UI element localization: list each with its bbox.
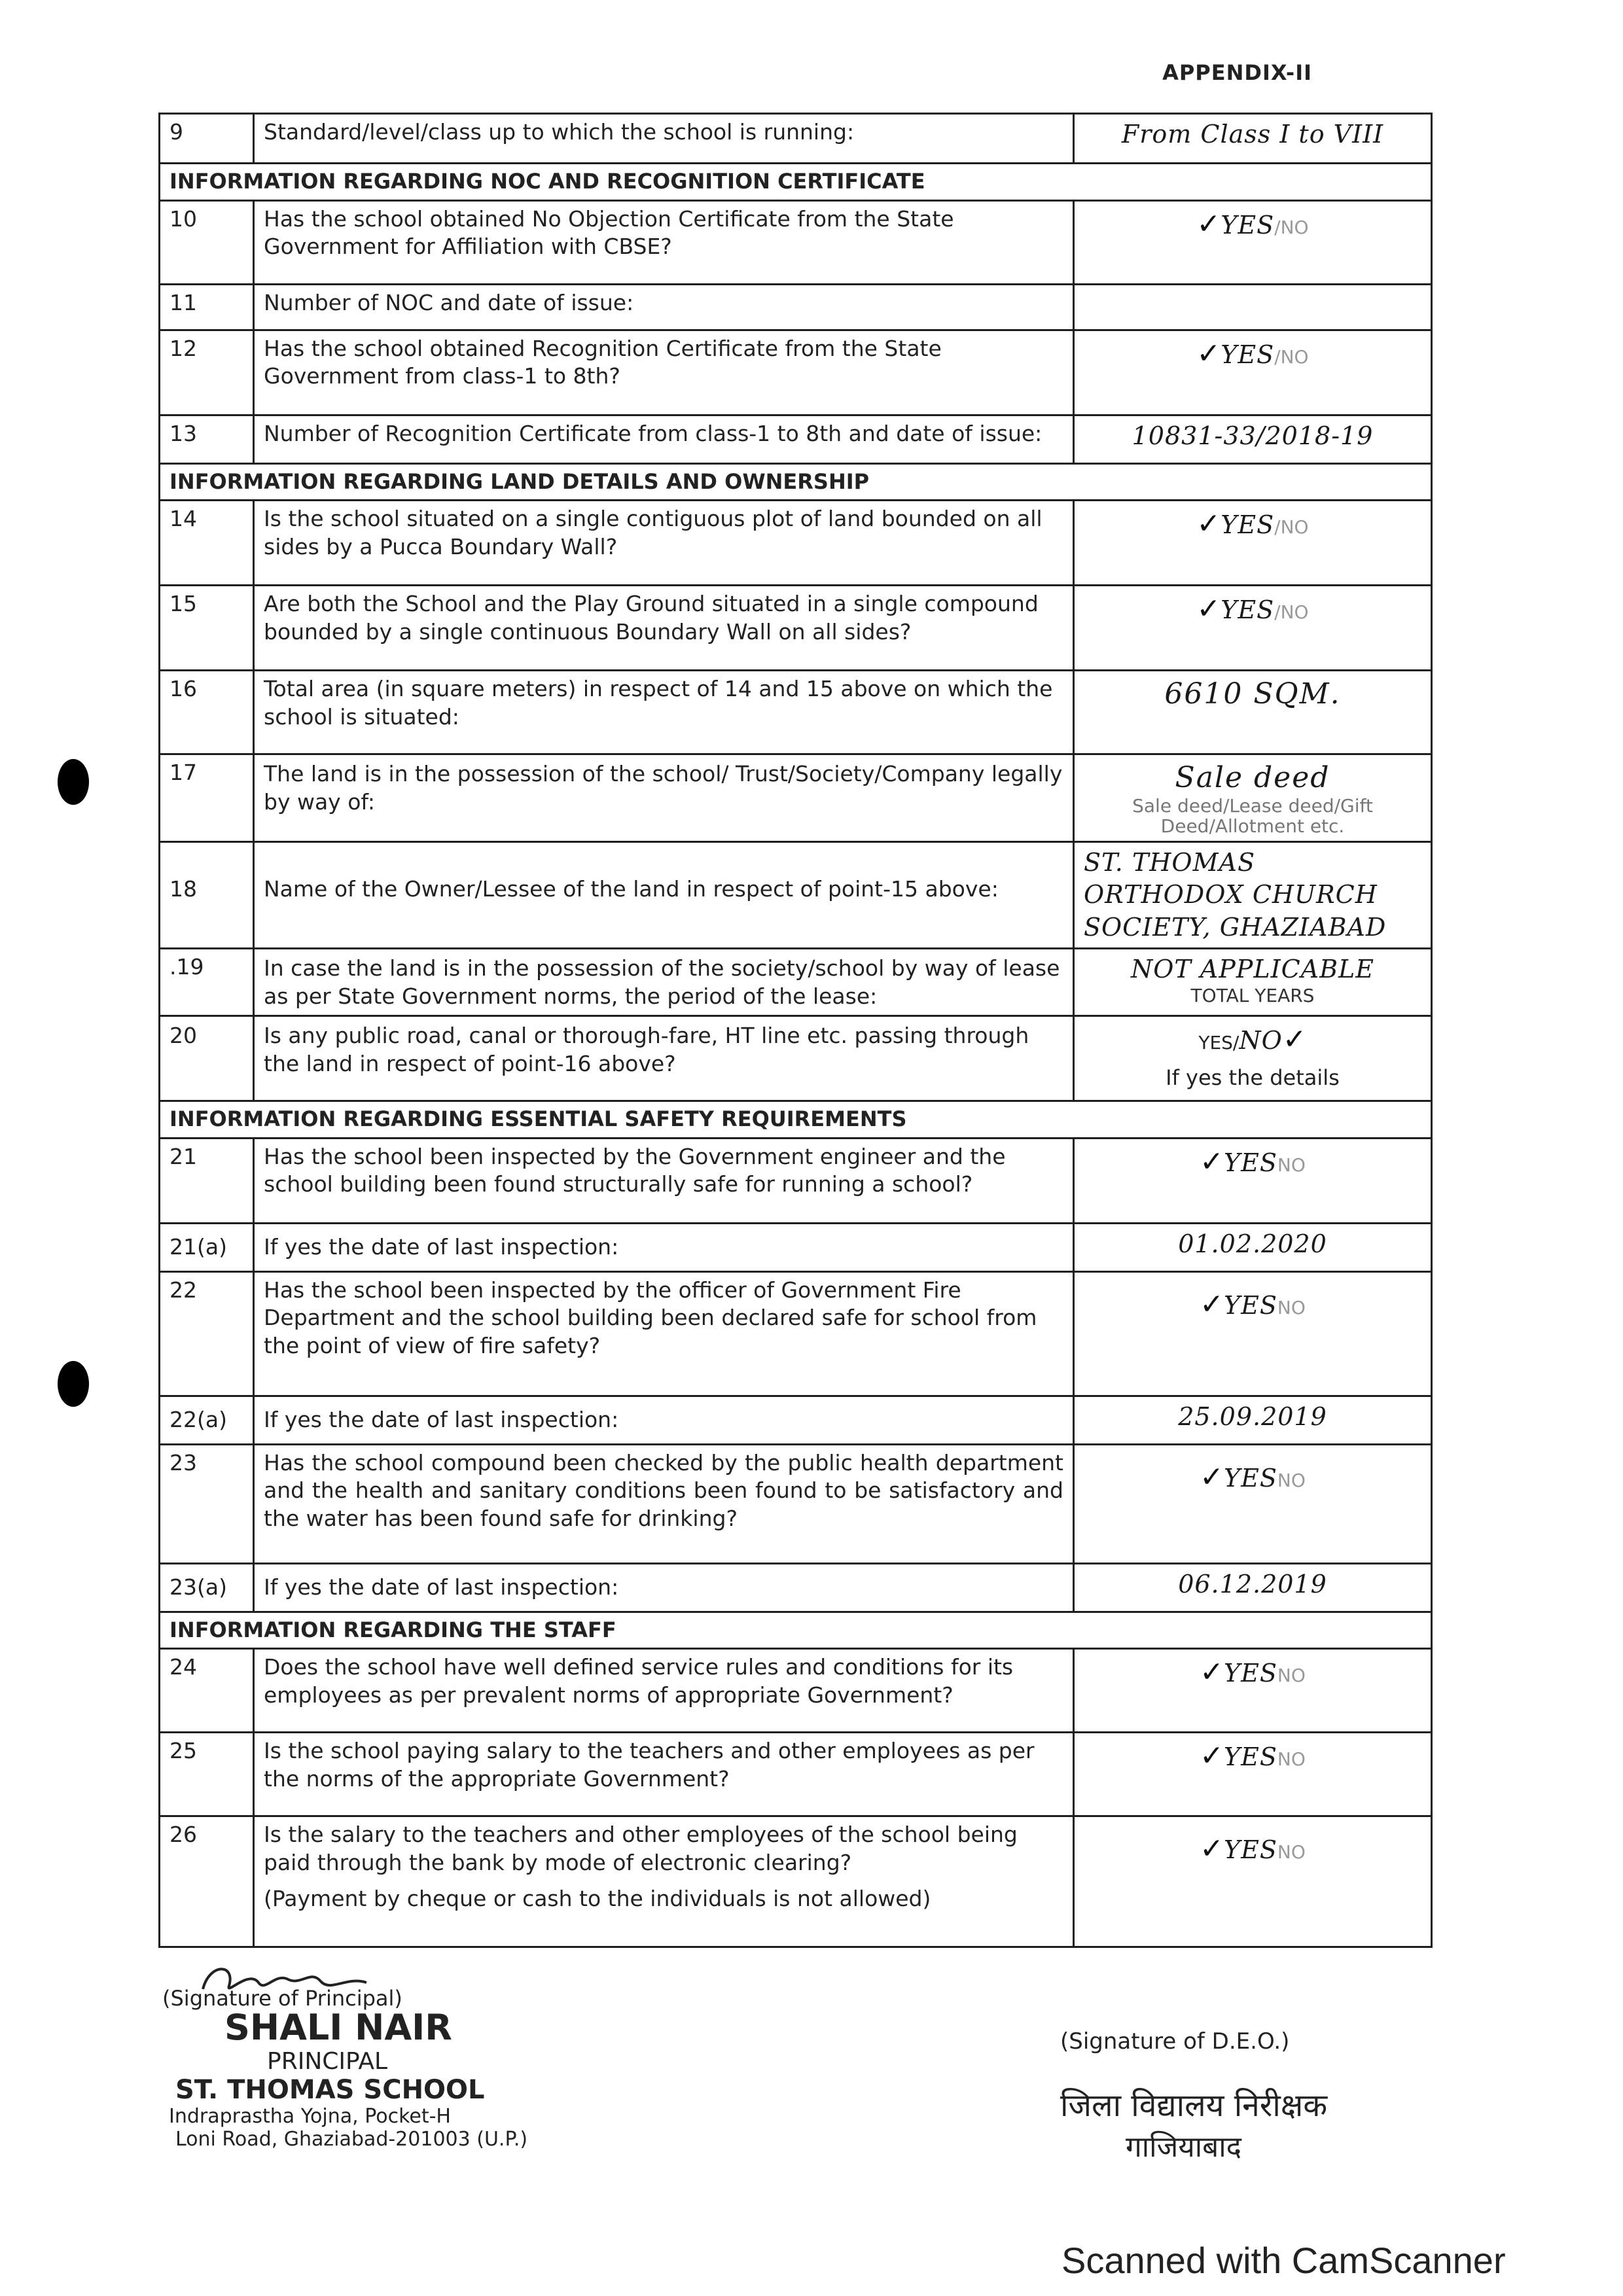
table-row: [160, 949, 1432, 1016]
section-row: [160, 1612, 1432, 1649]
printed-option: TOTAL YEARS: [1190, 984, 1315, 1006]
tick-icon: ✓: [1200, 1287, 1224, 1321]
handwritten-answer: YES: [1221, 340, 1275, 369]
row-number: .19: [160, 949, 254, 1016]
row-answer: [1074, 1563, 1432, 1612]
printed-option: Sale deed/Lease deed/Gift Deed/Allotment etc.: [1132, 795, 1373, 838]
handwritten-answer: 10831-33/2018-19: [1132, 421, 1374, 450]
handwritten-answer: YES: [1224, 1290, 1277, 1320]
row-number: 23(a): [160, 1563, 254, 1612]
tick-icon: ✓: [1282, 1022, 1307, 1056]
table-row: [160, 586, 1432, 671]
handwritten-answer: YES: [1224, 1742, 1277, 1772]
tick-icon: ✓: [1196, 207, 1221, 241]
row-question: If yes the date of last inspection:: [254, 1396, 1074, 1444]
printed-option: NO: [1277, 1296, 1306, 1318]
row-answer: [1074, 330, 1432, 415]
details-label: If yes the details: [1166, 1065, 1340, 1091]
row-question: Is any public road, canal or thorough-fare, HT line etc. passing through the land in respect of point-16 above?: [254, 1016, 1074, 1101]
row-number: 21: [160, 1138, 254, 1223]
handwritten-answer: YES: [1224, 1463, 1277, 1492]
handwritten-answer: From Class I to VIII: [1121, 120, 1384, 149]
handwritten-answer: Sale deed: [1175, 761, 1330, 795]
row-number: 14: [160, 501, 254, 586]
table-row: [160, 1816, 1432, 1947]
handwritten-answer: YES: [1221, 595, 1275, 625]
punch-hole-icon: [58, 759, 89, 805]
table-row: [160, 1271, 1432, 1396]
table-row: [160, 754, 1432, 842]
table-row: [160, 1016, 1432, 1101]
table-row: [160, 330, 1432, 415]
table-row: [160, 1649, 1432, 1733]
row-number: 24: [160, 1649, 254, 1733]
tick-icon: ✓: [1200, 1739, 1224, 1773]
payment-note: (Payment by cheque or cash to the individuals is not allowed): [264, 1885, 931, 1911]
tick-icon: ✓: [1200, 1460, 1224, 1494]
table-row: [160, 1396, 1432, 1444]
tick-icon: ✓: [1200, 1655, 1224, 1689]
printed-option: NO: [1277, 1748, 1306, 1771]
row-number: 25: [160, 1733, 254, 1816]
table-row: [160, 841, 1432, 948]
scanner-watermark: Scanned with CamScanner: [1061, 2240, 1506, 2281]
row-answer: [1074, 1396, 1432, 1444]
row-answer: [1074, 1649, 1432, 1733]
row-question: Has the school obtained No Objection Certificate from the State Government for Affiliation with CBSE?: [254, 200, 1074, 284]
printed-option: /NO: [1274, 216, 1309, 238]
row-number: 11: [160, 284, 254, 330]
table-row: [160, 671, 1432, 754]
row-number: 20: [160, 1016, 254, 1101]
handwritten-answer: 01.02.2020: [1178, 1229, 1327, 1258]
row-question: The land is in the possession of the school/ Trust/Society/Company legally by way of:: [254, 754, 1074, 842]
table-row: [160, 1733, 1432, 1816]
handwritten-answer: NO: [1239, 1025, 1283, 1055]
printed-option: NO: [1277, 1154, 1306, 1176]
row-answer: [1074, 949, 1432, 1016]
handwritten-answer: YES: [1221, 210, 1275, 239]
row-number: 26: [160, 1816, 254, 1947]
printed-option: /NO: [1274, 516, 1309, 539]
row-number: 10: [160, 200, 254, 284]
punch-hole-icon: [58, 1361, 89, 1407]
deo-signature-label: (Signature of D.E.O.): [1060, 2028, 1290, 2055]
handwritten-answer: ORTHODOX CHURCH: [1084, 880, 1378, 910]
stamp-title: PRINCIPAL: [267, 2048, 388, 2075]
row-answer: [1074, 501, 1432, 586]
table-row: [160, 501, 1432, 586]
row-question: Is the school situated on a single contiguous plot of land bounded on all sides by a Pucca Boundary Wall?: [254, 501, 1074, 586]
principal-signature-label: (Signature of Principal): [162, 1986, 402, 2011]
handwritten-answer: ST. THOMAS: [1084, 847, 1255, 877]
row-question: Has the school been inspected by the Government engineer and the school building been found structurally safe for running a school?: [254, 1138, 1074, 1223]
table-row: [160, 284, 1432, 330]
tick-icon: ✓: [1196, 592, 1221, 626]
deo-stamp-line1: जिला विद्यालय निरीक्षक: [1060, 2087, 1328, 2124]
row-question-text: Is the salary to the teachers and other employees of the school being paid through the bank by mode of electronic clearing?: [264, 1822, 1018, 1875]
row-question: Has the school been inspected by the officer of Government Fire Department and the school building been declared safe for school from the point of view of fire safety?: [254, 1271, 1074, 1396]
row-question: Total area (in square meters) in respect of 14 and 15 above on which the school is situated:: [254, 671, 1074, 754]
row-question: Is the school paying salary to the teachers and other employees as per the norms of the appropriate Government?: [254, 1733, 1074, 1816]
section-heading: INFORMATION REGARDING THE STAFF: [160, 1612, 1432, 1649]
row-answer: [1074, 200, 1432, 284]
handwritten-answer: 25.09.2019: [1178, 1402, 1327, 1431]
deo-signature-block: [1060, 2028, 1453, 2165]
row-number: 13: [160, 415, 254, 463]
row-answer: [1074, 114, 1432, 164]
tick-icon: ✓: [1200, 1832, 1224, 1866]
row-question: Has the school compound been checked by the public health department and the health and sanitary conditions been found to be satisfactory and the water has been found safe for drinking?: [254, 1444, 1074, 1563]
row-number: 22: [160, 1271, 254, 1396]
row-answer: [1074, 1138, 1432, 1223]
row-answer: [1074, 415, 1432, 463]
row-answer: [1074, 1444, 1432, 1563]
row-number: 18: [160, 841, 254, 948]
table-row: [160, 114, 1432, 164]
row-question: In case the land is in the possession of the society/school by way of lease as per State Government norms, the period of the lease:: [254, 949, 1074, 1016]
row-number: 23: [160, 1444, 254, 1563]
tick-icon: ✓: [1196, 507, 1221, 541]
section-heading: INFORMATION REGARDING LAND DETAILS AND OWNERSHIP: [160, 463, 1432, 501]
printed-option: NO: [1277, 1841, 1306, 1863]
row-answer: [1074, 1733, 1432, 1816]
row-number: 17: [160, 754, 254, 842]
row-question: Standard/level/class up to which the school is running:: [254, 114, 1074, 164]
row-number: 15: [160, 586, 254, 671]
table-row: [160, 1223, 1432, 1271]
section-row: [160, 164, 1432, 201]
printed-option: /NO: [1274, 601, 1309, 624]
row-number: 22(a): [160, 1396, 254, 1444]
stamp-name: SHALI NAIR: [224, 2007, 452, 2048]
deo-stamp-line2: गाजियाबाद: [1126, 2130, 1242, 2164]
stamp-city: Loni Road, Ghaziabad-201003 (U.P.): [175, 2128, 528, 2151]
printed-option: NO: [1277, 1665, 1306, 1687]
row-answer: [1074, 671, 1432, 754]
table-row: [160, 415, 1432, 463]
row-number: 9: [160, 114, 254, 164]
stamp-school: ST. THOMAS SCHOOL: [175, 2075, 485, 2105]
row-question: Are both the School and the Play Ground situated in a single compound bounded by a single continuous Boundary Wall on all sides?: [254, 586, 1074, 671]
handwritten-answer: 06.12.2019: [1178, 1569, 1327, 1598]
row-answer: [1074, 1223, 1432, 1271]
row-question: [254, 1816, 1074, 1947]
handwritten-answer: SOCIETY, GHAZIABAD: [1084, 912, 1387, 942]
row-question: Name of the Owner/Lessee of the land in respect of point-15 above:: [254, 841, 1074, 948]
row-number: 16: [160, 671, 254, 754]
row-number: 12: [160, 330, 254, 415]
section-row: [160, 1101, 1432, 1138]
handwritten-answer: YES: [1224, 1148, 1277, 1177]
row-answer: [1074, 1816, 1432, 1947]
row-question: If yes the date of last inspection:: [254, 1223, 1074, 1271]
row-answer: [1074, 284, 1432, 330]
handwritten-answer: YES: [1224, 1835, 1277, 1865]
table-row: [160, 1444, 1432, 1563]
row-answer: [1074, 1271, 1432, 1396]
row-question: Number of Recognition Certificate from class-1 to 8th and date of issue:: [254, 415, 1074, 463]
printed-option: NO: [1277, 1469, 1306, 1491]
row-answer: [1074, 1016, 1432, 1101]
tick-icon: ✓: [1200, 1144, 1224, 1178]
table-row: [160, 200, 1432, 284]
printed-option: YES/: [1198, 1031, 1240, 1053]
handwritten-answer: NOT APPLICABLE: [1130, 955, 1375, 984]
table-row: [160, 1563, 1432, 1612]
row-question: If yes the date of last inspection:: [254, 1563, 1074, 1612]
row-question: Has the school obtained Recognition Certificate from the State Government from class-1 to 8th?: [254, 330, 1074, 415]
section-heading: INFORMATION REGARDING NOC AND RECOGNITION CERTIFICATE: [160, 164, 1432, 201]
handwritten-answer: 6610 SQM.: [1164, 677, 1341, 711]
row-answer: [1074, 754, 1432, 842]
row-question: Does the school have well defined service rules and conditions for its employees as per prevalent norms of appropriate Government?: [254, 1649, 1074, 1733]
section-row: [160, 463, 1432, 501]
information-table: [158, 113, 1433, 1948]
handwritten-answer: YES: [1224, 1659, 1277, 1688]
tick-icon: ✓: [1196, 336, 1221, 370]
row-number: 21(a): [160, 1223, 254, 1271]
printed-option: /NO: [1274, 345, 1309, 368]
row-question: Number of NOC and date of issue:: [254, 284, 1074, 330]
table-row: [160, 1138, 1432, 1223]
stamp-address: Indraprastha Yojna, Pocket-H: [169, 2105, 451, 2128]
row-answer: [1074, 586, 1432, 671]
section-heading: INFORMATION REGARDING ESSENTIAL SAFETY REQUIREMENTS: [160, 1101, 1432, 1138]
principal-signature-block: [162, 1986, 568, 2151]
appendix-label: APPENDIX-II: [1162, 60, 1312, 85]
handwritten-answer: YES: [1221, 510, 1275, 540]
row-answer: [1074, 841, 1432, 948]
